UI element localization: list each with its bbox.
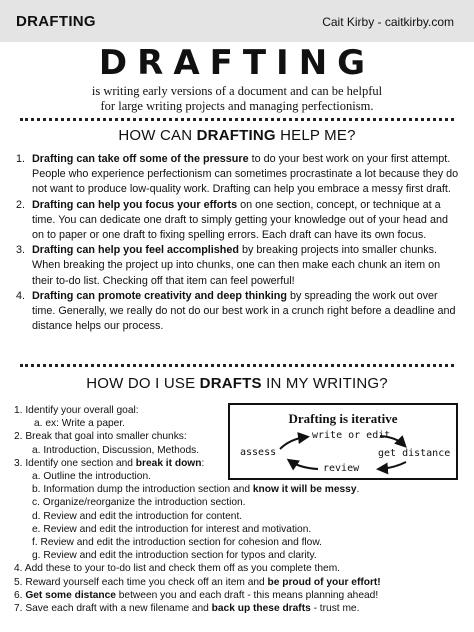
benefits-list — [14, 152, 462, 334]
arrow-distance-to-review — [380, 462, 406, 469]
step-text-after: . — [356, 484, 360, 496]
iteration-diagram — [228, 403, 458, 480]
step-number: 6. — [14, 589, 23, 601]
header-title: DRAFTING — [16, 13, 96, 30]
step-number: c. — [32, 497, 40, 509]
step-text: Add these to your to-do list and check them off as you complete them. — [24, 563, 341, 575]
item-bold: Drafting can help you feel accomplished — [32, 244, 239, 257]
step-text: Reward yourself each time you check off an item and — [25, 576, 268, 588]
item-bold: Drafting can take off some of the pressure — [32, 153, 249, 165]
step-text: ex: Write a paper. — [45, 418, 125, 430]
header-author: Cait Kirby - caitkirby.com — [322, 15, 454, 29]
page-subtitle — [40, 84, 434, 114]
step-item — [14, 523, 474, 536]
step-number: a. — [34, 418, 43, 430]
arrow-assess-to-write — [280, 437, 306, 449]
section-heading-help — [0, 127, 474, 144]
step-item — [14, 510, 474, 523]
item-number: 2. — [16, 198, 26, 211]
diagram-label-review: review — [323, 463, 360, 474]
heading-text: HOW DO I USE — [86, 375, 200, 392]
step-number: b. — [32, 484, 41, 496]
step-item — [14, 589, 474, 602]
step-bold: back up these drafts — [211, 603, 311, 615]
diagram-label-write: write or edit — [312, 430, 391, 441]
heading-text: HOW CAN — [118, 127, 197, 144]
step-number: a. — [32, 444, 41, 456]
step-text: Review and edit the introduction for interest and motivation. — [43, 523, 312, 535]
step-text-after: - trust me. — [310, 603, 360, 615]
item-number: 4. — [16, 289, 26, 302]
item-text: by breaking projects into smaller chunks. When breaking the project up into chunks, one can then make each chunk an item on their to-do list. Checking off that item can feel powerful! — [32, 244, 441, 287]
diagram-title: Drafting is iterative — [288, 411, 398, 426]
step-number: 7. — [14, 603, 23, 615]
arrow-write-to-distance — [380, 436, 404, 445]
step-text: Review and edit the introduction section for typos and clarity. — [43, 550, 317, 562]
heading-bold: DRAFTS — [199, 375, 262, 392]
diagram-label-distance: get distance — [378, 448, 451, 459]
step-text: Identify your overall goal: — [25, 405, 139, 416]
step-text: Information dump the introduction section and — [43, 484, 253, 496]
dotted-divider — [20, 364, 454, 367]
step-number: e. — [32, 523, 41, 535]
step-text: Organize/reorganize the introduction section. — [42, 497, 246, 509]
item-text: by spreading the work out over time. Generally, we really do not do our best work in a crunch right before a deadline and distance helps our process. — [32, 289, 456, 333]
step-item — [14, 536, 474, 549]
item-number: 3. — [16, 244, 26, 257]
step-text: Outline the introduction. — [43, 471, 151, 483]
step-number: 4. — [14, 563, 23, 575]
step-item — [14, 483, 474, 496]
cycle-arrows — [230, 405, 456, 478]
heading-text: IN MY WRITING? — [261, 375, 388, 392]
list-item — [14, 152, 462, 198]
step-number: a. — [32, 471, 41, 483]
step-number: 2. — [14, 431, 23, 443]
step-number: f. — [32, 537, 38, 549]
step-item — [14, 602, 474, 615]
step-bold: break it down — [135, 457, 202, 469]
item-number: 1. — [16, 153, 26, 165]
list-item — [14, 198, 462, 244]
step-text: Break that goal into smaller chunks: — [25, 431, 187, 443]
step-number: 5. — [14, 576, 23, 588]
step-number: 1. — [14, 405, 23, 416]
step-text: Introduction, Discussion, Methods. — [43, 444, 200, 456]
step-text: Save each draft with a new filename and — [25, 603, 212, 615]
item-bold: Drafting can help you focus your efforts — [32, 198, 238, 211]
step-text-after: between you and each draft - this means planning ahead! — [115, 589, 379, 601]
step-number: 3. — [14, 457, 23, 469]
step-text: Review and edit the introduction section for cohesion and flow. — [40, 537, 322, 549]
step-text-after: : — [201, 457, 205, 469]
step-item — [14, 576, 474, 589]
diagram-label-assess: assess — [240, 447, 277, 458]
header-bar — [0, 0, 474, 42]
list-item — [14, 243, 462, 289]
section-heading-use — [0, 375, 474, 392]
step-text: Identify one section and — [25, 457, 136, 469]
step-item — [14, 562, 474, 575]
page-title: DRAFTING — [98, 43, 376, 83]
subtitle-line-2: for large writing projects and managing perfectionism. — [100, 99, 374, 113]
step-bold: know it will be messy — [252, 484, 357, 496]
subtitle-line-1: is writing early versions of a document and can be helpful — [91, 84, 383, 98]
heading-bold: DRAFTING — [196, 127, 276, 144]
item-text: on one section, concept, or technique at a time. You can dedicate one draft to simply getting your knowledge out of your head and on to paper or one draft to fixing spelling errors. Each draft can have its own focus. — [32, 198, 448, 242]
step-bold: Get some distance — [25, 589, 116, 601]
step-number: d. — [32, 510, 41, 522]
step-item — [14, 549, 474, 562]
step-item — [14, 496, 474, 509]
arrow-review-to-assess — [290, 461, 318, 469]
dotted-divider — [20, 118, 454, 121]
list-item — [14, 289, 462, 335]
item-text: to do your best work on your first attempt. People who experience perfectionism can sometimes procrastinate a lot because they do not want to produce low-quality work. Drafting can help you embrace a messy first draft. — [32, 153, 459, 196]
step-number: g. — [32, 550, 41, 562]
step-bold: be proud of your effort! — [267, 576, 381, 588]
item-bold: Drafting can promote creativity and deep thinking — [32, 289, 287, 302]
heading-text: HELP ME? — [275, 127, 356, 144]
step-text: Review and edit the introduction for content. — [43, 510, 243, 522]
